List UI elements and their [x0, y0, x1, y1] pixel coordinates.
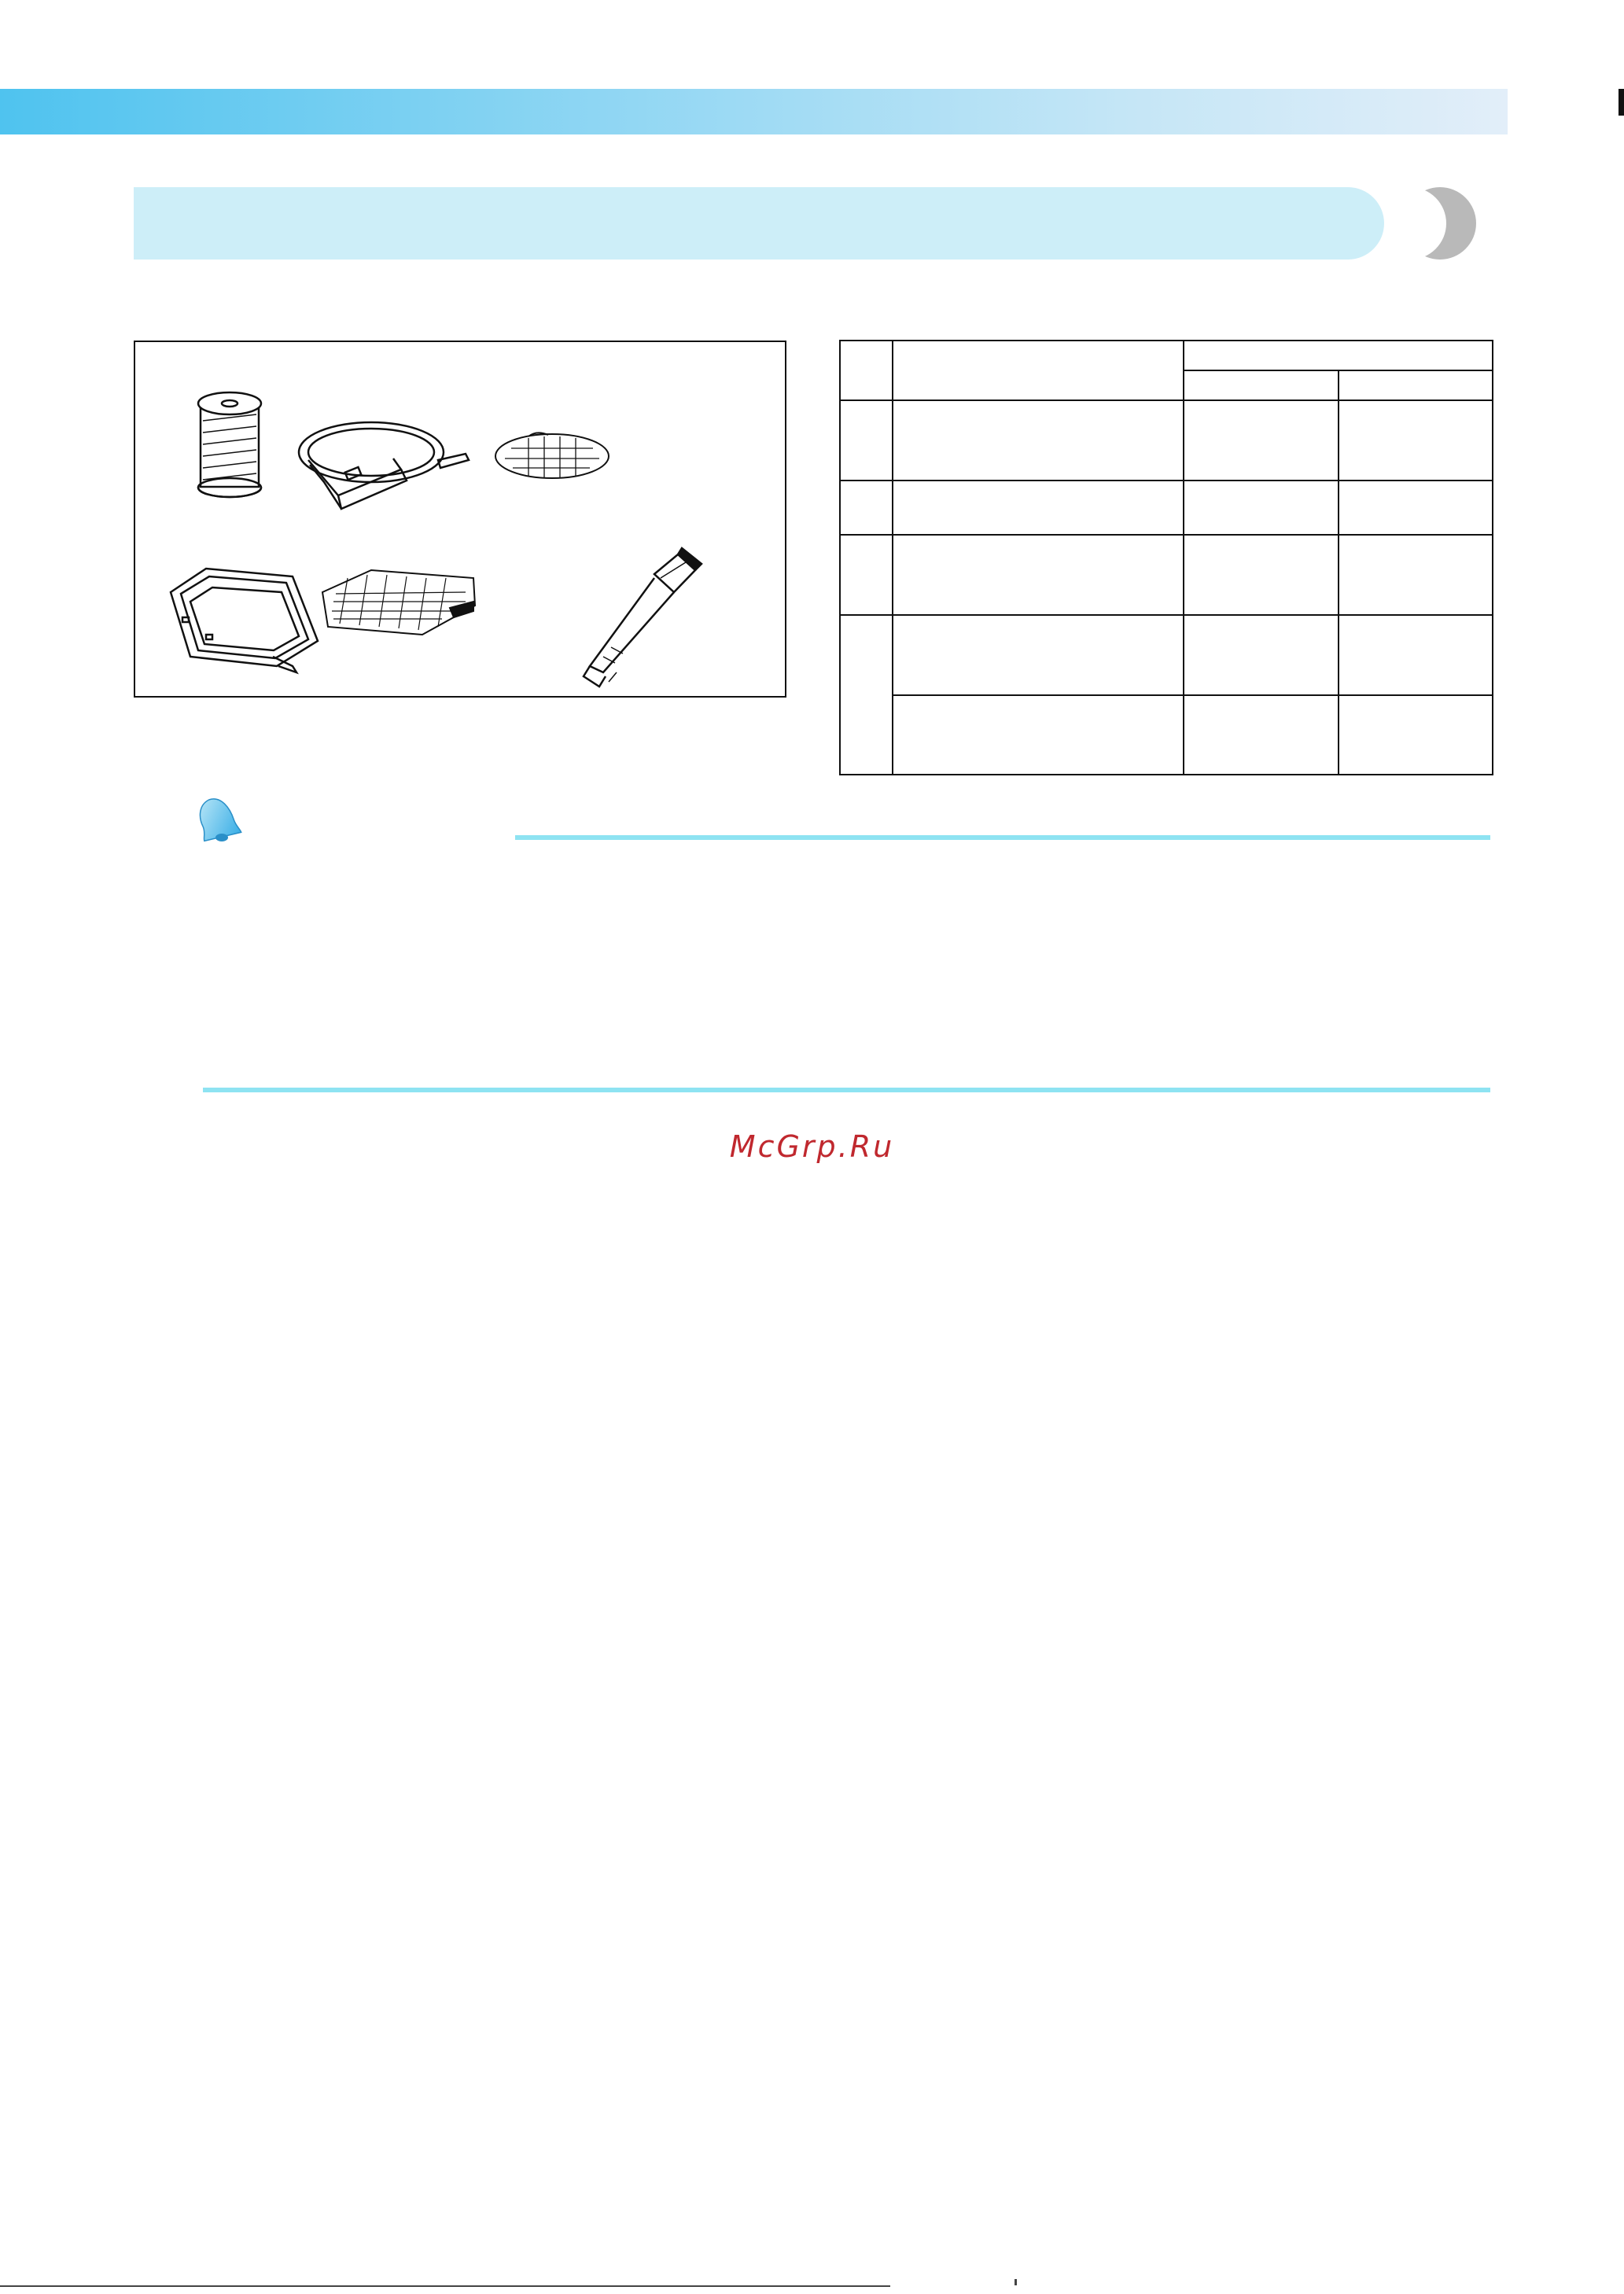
- table-cell: [893, 615, 1184, 695]
- table-cell: [1339, 400, 1493, 481]
- bell-icon: [193, 793, 245, 845]
- table-cell: [893, 400, 1184, 481]
- table-row: [840, 695, 1493, 775]
- small-embroidery-sheet-icon: [495, 433, 609, 478]
- header-cell-name: [893, 341, 1184, 400]
- table-cell: [840, 615, 893, 775]
- table-header-row: [840, 341, 1493, 370]
- accessories-illustration: [135, 342, 788, 699]
- section-tab-white: [1374, 187, 1446, 260]
- footer-tick: [1015, 2279, 1017, 2285]
- subheader-cell-region-b: [1339, 370, 1493, 400]
- large-embroidery-sheet-icon: [322, 570, 475, 635]
- table-cell: [893, 535, 1184, 615]
- table-cell: [1184, 615, 1339, 695]
- stabilizer-roll-icon: [584, 548, 702, 687]
- table-cell: [840, 481, 893, 535]
- table-cell: [1339, 481, 1493, 535]
- watermark-text: McGrp.Ru: [729, 1129, 895, 1164]
- memo-top-rule: [515, 835, 1490, 840]
- top-banner: [0, 89, 1508, 134]
- table-cell: [1339, 695, 1493, 775]
- accessories-illustration-box: [134, 341, 786, 698]
- memo-bottom-rule: [203, 1088, 1490, 1092]
- small-embroidery-frame-icon: [299, 422, 469, 509]
- subheader-cell-region-a: [1184, 370, 1339, 400]
- thread-spool-icon: [198, 392, 261, 497]
- footer-rule: [0, 2285, 890, 2287]
- table-cell: [893, 695, 1184, 775]
- table-row: [840, 615, 1493, 695]
- table-cell: [1339, 535, 1493, 615]
- section-header-band: [134, 187, 1384, 260]
- table-cell: [1184, 695, 1339, 775]
- table-cell: [893, 481, 1184, 535]
- table-cell: [1184, 400, 1339, 481]
- page-edge-marker: [1618, 89, 1624, 116]
- table-row: [840, 481, 1493, 535]
- header-cell-number: [840, 341, 893, 400]
- table-row: [840, 400, 1493, 481]
- table-cell: [1184, 481, 1339, 535]
- large-embroidery-frame-icon: [171, 569, 318, 672]
- table-cell: [840, 400, 893, 481]
- table-cell: [840, 535, 893, 615]
- table-cell: [1184, 535, 1339, 615]
- table-cell: [1339, 615, 1493, 695]
- accessories-table: [839, 340, 1493, 775]
- section-tab: [1372, 187, 1476, 260]
- header-cell-part-code: [1184, 341, 1493, 370]
- table-row: [840, 535, 1493, 615]
